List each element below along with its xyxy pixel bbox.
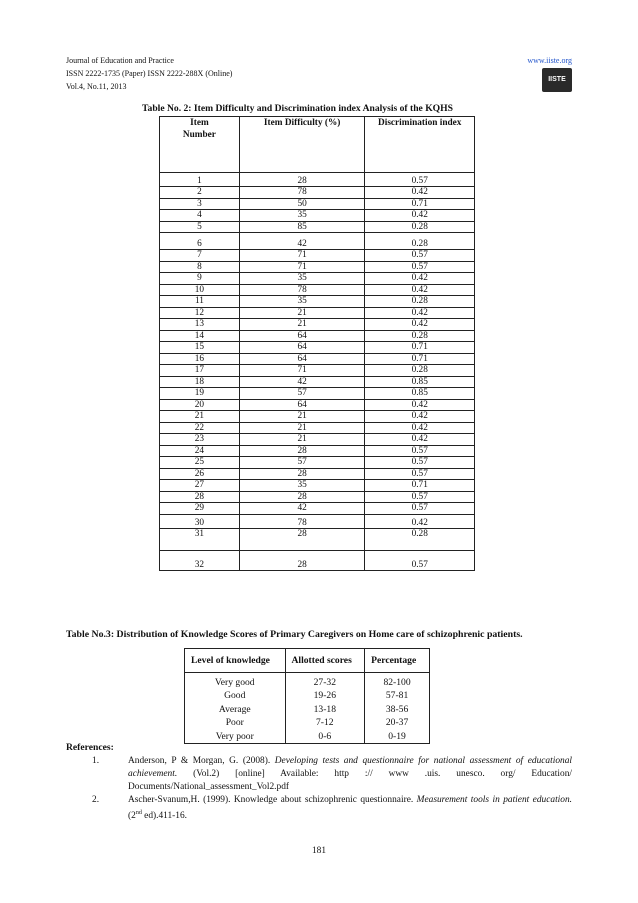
item-number-cell: 17 xyxy=(160,365,240,377)
percentage-cell: 38-56 xyxy=(365,703,430,717)
difficulty-cell: 42 xyxy=(239,503,365,515)
difficulty-cell: 21 xyxy=(239,411,365,423)
iiste-logo: IISTE xyxy=(542,68,572,92)
table-row xyxy=(160,457,475,469)
difficulty-cell: 21 xyxy=(239,422,365,434)
item-number-cell: 27 xyxy=(160,480,240,492)
difficulty-cell: 28 xyxy=(239,445,365,457)
reference-text: Anderson, P & Morgan, G. (2008). xyxy=(128,756,275,766)
col-header-percentage: Percentage xyxy=(365,649,430,673)
discrimination-cell: 0.57 xyxy=(365,503,475,515)
percentage-cell: 82-100 xyxy=(365,673,430,690)
item-number-cell: 6 xyxy=(160,233,240,250)
item-number-cell: 7 xyxy=(160,250,240,262)
discrimination-cell: 0.28 xyxy=(365,221,475,233)
reference-text: ed).411-16. xyxy=(141,811,188,822)
item-number-cell: 13 xyxy=(160,319,240,331)
item-number-cell: 24 xyxy=(160,445,240,457)
difficulty-cell: 42 xyxy=(239,376,365,388)
item-number-cell: 19 xyxy=(160,388,240,400)
col-header-item-number: Item Number xyxy=(160,117,240,173)
percentage-cell: 57-81 xyxy=(365,689,430,703)
discrimination-cell: 0.42 xyxy=(365,422,475,434)
col-header-level: Level of knowledge xyxy=(185,649,286,673)
difficulty-cell: 28 xyxy=(239,468,365,480)
journal-title: Journal of Education and Practice xyxy=(66,56,174,65)
table-row xyxy=(160,250,475,262)
difficulty-cell: 71 xyxy=(239,250,365,262)
difficulty-cell: 50 xyxy=(239,198,365,210)
knowledge-level-cell: Poor xyxy=(185,716,286,730)
discrimination-cell: 0.28 xyxy=(365,365,475,377)
discrimination-cell: 0.57 xyxy=(365,457,475,469)
item-number-cell: 15 xyxy=(160,342,240,354)
discrimination-cell: 0.71 xyxy=(365,353,475,365)
discrimination-cell: 0.28 xyxy=(365,233,475,250)
difficulty-cell: 35 xyxy=(239,210,365,222)
difficulty-cell: 28 xyxy=(239,550,365,570)
discrimination-cell: 0.71 xyxy=(365,342,475,354)
knowledge-level-cell: Very good xyxy=(185,673,286,690)
table-row xyxy=(160,491,475,503)
difficulty-cell: 64 xyxy=(239,353,365,365)
allotted-score-cell: 13-18 xyxy=(285,703,365,717)
knowledge-level-cell: Good xyxy=(185,689,286,703)
difficulty-cell: 78 xyxy=(239,284,365,296)
allotted-score-cell: 19-26 xyxy=(285,689,365,703)
item-number-cell: 30 xyxy=(160,514,240,528)
difficulty-cell: 71 xyxy=(239,365,365,377)
discrimination-cell: 0.42 xyxy=(365,187,475,199)
table-row xyxy=(160,273,475,285)
discrimination-cell: 0.42 xyxy=(365,319,475,331)
reference-item xyxy=(66,794,572,823)
discrimination-cell: 0.71 xyxy=(365,198,475,210)
table-row xyxy=(160,528,475,550)
table-row xyxy=(160,550,475,570)
item-number-cell: 32 xyxy=(160,550,240,570)
discrimination-cell: 0.42 xyxy=(365,514,475,528)
website-link[interactable]: www.iiste.org xyxy=(527,56,572,65)
table-row xyxy=(160,411,475,423)
discrimination-cell: 0.57 xyxy=(365,173,475,187)
item-number-cell: 2 xyxy=(160,187,240,199)
item-number-cell: 10 xyxy=(160,284,240,296)
table-row xyxy=(160,198,475,210)
table-row xyxy=(160,399,475,411)
difficulty-cell: 28 xyxy=(239,491,365,503)
table-row xyxy=(185,689,430,703)
table-row xyxy=(160,330,475,342)
table-row xyxy=(160,296,475,308)
table-row xyxy=(160,468,475,480)
knowledge-level-cell: Very poor xyxy=(185,730,286,744)
item-number-cell: 14 xyxy=(160,330,240,342)
difficulty-cell: 64 xyxy=(239,342,365,354)
difficulty-cell: 42 xyxy=(239,233,365,250)
references-heading: References: xyxy=(66,742,114,753)
knowledge-level-cell: Average xyxy=(185,703,286,717)
discrimination-cell: 0.42 xyxy=(365,411,475,423)
table-row xyxy=(160,434,475,446)
knowledge-score-table xyxy=(184,648,430,744)
table-row xyxy=(160,307,475,319)
table-row xyxy=(160,187,475,199)
allotted-score-cell: 7-12 xyxy=(285,716,365,730)
item-number-cell: 9 xyxy=(160,273,240,285)
difficulty-cell: 35 xyxy=(239,273,365,285)
table-row xyxy=(160,445,475,457)
item-number-cell: 4 xyxy=(160,210,240,222)
table-row xyxy=(160,284,475,296)
discrimination-cell: 0.57 xyxy=(365,445,475,457)
discrimination-cell: 0.42 xyxy=(365,284,475,296)
difficulty-cell: 35 xyxy=(239,480,365,492)
table-row xyxy=(160,365,475,377)
item-analysis-table xyxy=(159,116,475,571)
discrimination-cell: 0.28 xyxy=(365,330,475,342)
table-row xyxy=(160,261,475,273)
table-row xyxy=(160,388,475,400)
difficulty-cell: 21 xyxy=(239,307,365,319)
item-number-cell: 11 xyxy=(160,296,240,308)
item-number-cell: 3 xyxy=(160,198,240,210)
col-header-item-difficulty: Item Difficulty (%) xyxy=(239,117,365,173)
discrimination-cell: 0.57 xyxy=(365,550,475,570)
reference-number: 1. xyxy=(92,756,100,766)
table-row xyxy=(160,514,475,528)
item-number-cell: 18 xyxy=(160,376,240,388)
reference-number: 2. xyxy=(92,795,100,805)
difficulty-cell: 28 xyxy=(239,528,365,550)
percentage-cell: 0-19 xyxy=(365,730,430,744)
item-number-cell: 8 xyxy=(160,261,240,273)
item-number-cell: 29 xyxy=(160,503,240,515)
table-row xyxy=(160,233,475,250)
discrimination-cell: 0.42 xyxy=(365,434,475,446)
item-number-cell: 26 xyxy=(160,468,240,480)
volume-line: Vol.4, No.11, 2013 xyxy=(66,82,127,91)
item-number-cell: 31 xyxy=(160,528,240,550)
table-row xyxy=(160,503,475,515)
percentage-cell: 20-37 xyxy=(365,716,430,730)
item-number-cell: 12 xyxy=(160,307,240,319)
discrimination-cell: 0.85 xyxy=(365,388,475,400)
table-row xyxy=(160,480,475,492)
reference-title: Measurement tools in patient education. xyxy=(416,795,572,805)
reference-text: (Vol.2) [online] Available: http :// www .uis. unesco. org/ Education/ Documents/National_assessment_Vol2.pdf xyxy=(128,769,572,792)
difficulty-cell: 78 xyxy=(239,187,365,199)
table-row xyxy=(160,221,475,233)
table-row xyxy=(160,319,475,331)
discrimination-cell: 0.28 xyxy=(365,296,475,308)
table-row xyxy=(185,716,430,730)
item-number-cell: 25 xyxy=(160,457,240,469)
difficulty-cell: 64 xyxy=(239,399,365,411)
table-row xyxy=(185,673,430,690)
table-row xyxy=(185,730,430,744)
allotted-score-cell: 27-32 xyxy=(285,673,365,690)
difficulty-cell: 64 xyxy=(239,330,365,342)
item-number-cell: 22 xyxy=(160,422,240,434)
difficulty-cell: 71 xyxy=(239,261,365,273)
item-number-cell: 28 xyxy=(160,491,240,503)
difficulty-cell: 57 xyxy=(239,388,365,400)
table-row xyxy=(160,173,475,187)
discrimination-cell: 0.57 xyxy=(365,250,475,262)
item-number-cell: 23 xyxy=(160,434,240,446)
item-number-cell: 21 xyxy=(160,411,240,423)
item-number-cell: 16 xyxy=(160,353,240,365)
discrimination-cell: 0.57 xyxy=(365,491,475,503)
table-row xyxy=(185,703,430,717)
reference-title: Developing tests and questionnaire for national assessment of educational achievement. xyxy=(128,756,572,779)
table2-caption: Table No. 2: Item Difficulty and Discrimination index Analysis of the KQHS xyxy=(142,103,453,114)
table-row xyxy=(160,353,475,365)
discrimination-cell: 0.28 xyxy=(365,528,475,550)
reference-item xyxy=(66,755,572,794)
item-number-cell: 5 xyxy=(160,221,240,233)
reference-superscript: nd xyxy=(135,810,142,816)
discrimination-cell: 0.42 xyxy=(365,399,475,411)
table-row xyxy=(160,210,475,222)
table-row xyxy=(160,422,475,434)
discrimination-cell: 0.42 xyxy=(365,307,475,319)
discrimination-cell: 0.42 xyxy=(365,210,475,222)
difficulty-cell: 21 xyxy=(239,319,365,331)
difficulty-cell: 78 xyxy=(239,514,365,528)
difficulty-cell: 57 xyxy=(239,457,365,469)
reference-text: Ascher-Svanum,H. (1999). Knowledge about schizophrenic questionnaire. xyxy=(128,795,417,805)
table3-caption: Table No.3: Distribution of Knowledge Scores of Primary Caregivers on Home care of schizophrenic patients. xyxy=(66,629,523,640)
difficulty-cell: 21 xyxy=(239,434,365,446)
page-number: 181 xyxy=(311,846,327,856)
item-number-cell: 20 xyxy=(160,399,240,411)
discrimination-cell: 0.71 xyxy=(365,480,475,492)
table-row xyxy=(160,342,475,354)
issn-line: ISSN 2222-1735 (Paper) ISSN 2222-288X (Online) xyxy=(66,69,233,78)
discrimination-cell: 0.57 xyxy=(365,468,475,480)
difficulty-cell: 35 xyxy=(239,296,365,308)
difficulty-cell: 28 xyxy=(239,173,365,187)
col-header-discrimination-index: Discrimination index xyxy=(365,117,475,173)
allotted-score-cell: 0-6 xyxy=(285,730,365,744)
discrimination-cell: 0.85 xyxy=(365,376,475,388)
col-header-allotted-scores: Allotted scores xyxy=(285,649,365,673)
reference-text: (2 xyxy=(128,811,136,822)
discrimination-cell: 0.42 xyxy=(365,273,475,285)
discrimination-cell: 0.57 xyxy=(365,261,475,273)
item-number-cell: 1 xyxy=(160,173,240,187)
difficulty-cell: 85 xyxy=(239,221,365,233)
table-row xyxy=(160,376,475,388)
